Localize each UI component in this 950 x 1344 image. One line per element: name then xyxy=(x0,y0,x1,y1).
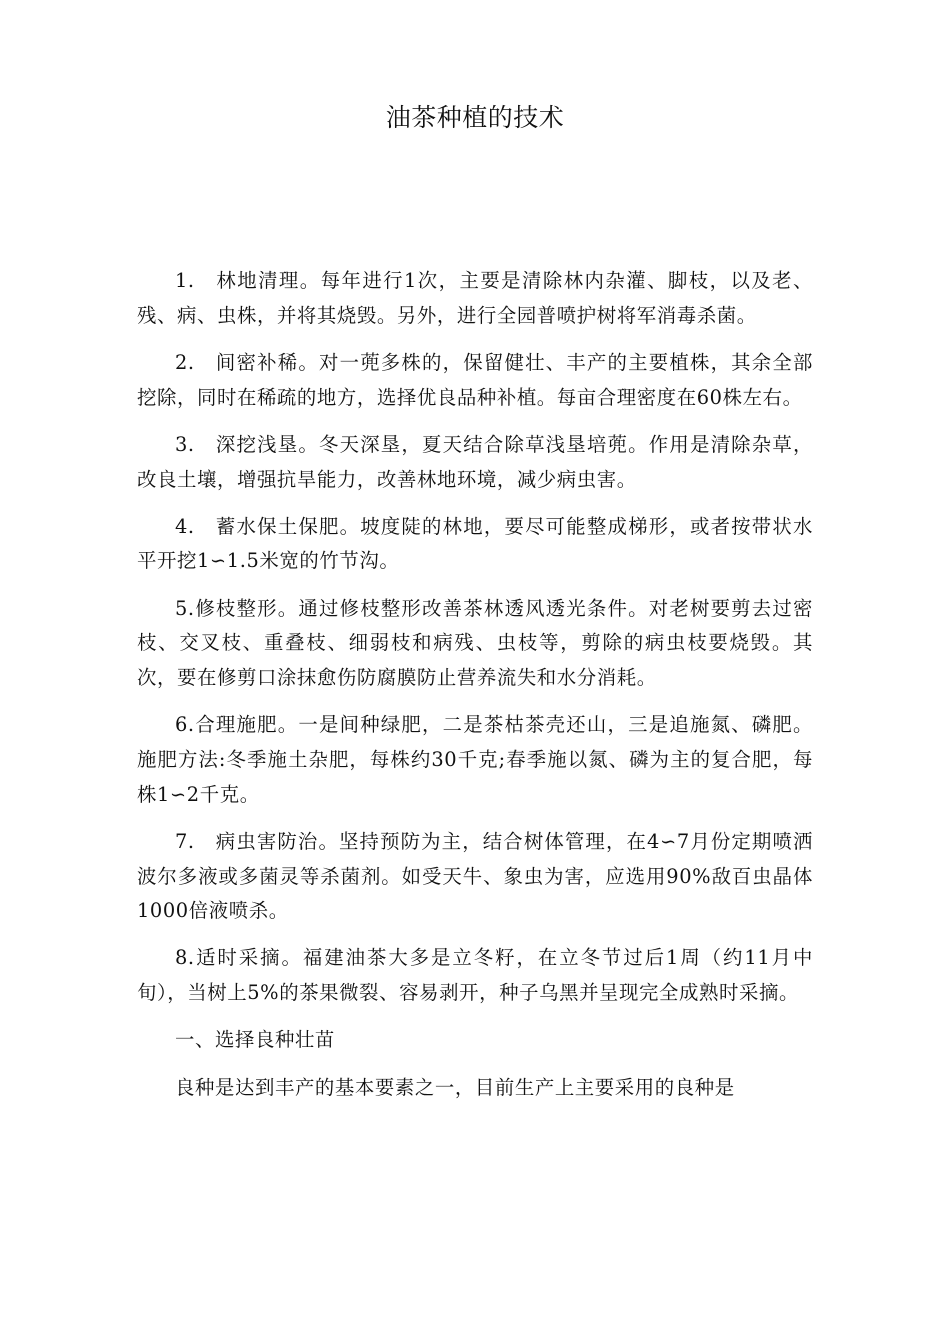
paragraph-6: 6.合理施肥。一是间种绿肥，二是茶枯茶壳还山，三是追施氮、磷肥。施肥方法:冬季施土杂肥，每株约30千克;春季施以氮、磷为主的复合肥，每株1∽2千克。 xyxy=(137,713,813,806)
paragraph-1: 1. 林地清理。每年进行1次，主要是清除林内杂灌、脚枝，以及老、残、病、虫株，并将其烧毁。另外，进行全园普喷护树将军消毒杀菌。 xyxy=(137,269,813,327)
section-heading: 一、选择良种壮苗 xyxy=(175,1028,335,1052)
document-body xyxy=(137,264,813,1118)
paragraph-5: 5.修枝整形。通过修枝整形改善茶林透风透光条件。对老树要剪去过密枝、交叉枝、重叠枝、细弱枝和病残、虫枝等，剪除的病虫枝要烧毁。其次，要在修剪口涂抹愈伤防腐膜防止营养流失和水分消耗。 xyxy=(137,596,813,690)
paragraph-3: 3. 深挖浅垦。冬天深垦，夏天结合除草浅垦培蔸。作用是清除杂草，改良土壤，增强抗旱能力，改善林地环境，减少病虫害。 xyxy=(137,432,813,491)
paragraph-7: 7. 病虫害防治。坚持预防为主，结合树体管理，在4∽7月份定期喷洒波尔多液或多菌灵等杀菌剂。如受天牛、象虫为害，应选用90%敌百虫晶体1000倍液喷杀。 xyxy=(137,829,813,923)
paragraph-10: 良种是达到丰产的基本要素之一，目前生产上主要采用的良种是 xyxy=(175,1075,735,1099)
paragraph-4: 4. 蓄水保土保肥。坡度陡的林地，要尽可能整成梯形，或者按带状水平开挖1∽1.5米宽的竹节沟。 xyxy=(137,514,813,573)
paragraph-8: 8.适时采摘。福建油茶大多是立冬籽，在立冬节过后1周（约11月中旬），当树上5%的茶果微裂、容易剥开，种子乌黑并呈现完全成熟时采摘。 xyxy=(137,946,813,1005)
paragraph-2: 2. 间密补稀。对一蔸多株的，保留健壮、丰产的主要植株，其余全部挖除，同时在稀疏的地方，选择优良品种补植。每亩合理密度在60株左右。 xyxy=(137,350,813,409)
document-title: 油茶种植的技术 xyxy=(385,103,565,132)
